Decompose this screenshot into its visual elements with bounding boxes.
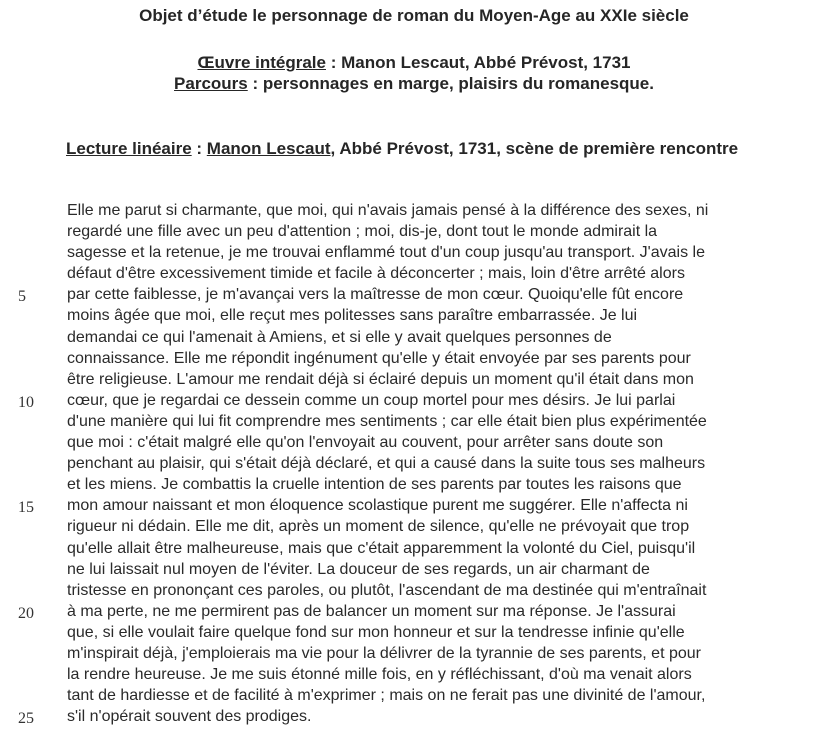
text-line: défaut d'être excessivement timide et facile à déconcerter ; mais, loin d'être arrêté alors — [67, 265, 685, 283]
oeuvre-label: Œuvre intégrale — [197, 53, 326, 72]
text-line: cœur, que je regardai ce dessein comme un coup mortel pour mes désirs. Je lui parlai — [67, 391, 676, 409]
lecture-details: , Abbé Prévost, 1731, scène de première rencontre — [330, 139, 739, 158]
text-line: mon amour naissant et mon éloquence scolastique purent me suggérer. Elle n'affecta ni — [67, 497, 688, 515]
lecture-label: Lecture linéaire — [66, 139, 192, 158]
text-line: tristesse en prononçant ces paroles, ou plutôt, l'ascendant de ma destinée qui m'entraînait — [67, 581, 707, 599]
text-line: que moi : c'était malgré elle qu'on l'envoyait au couvent, pour arrêter sans doute son — [67, 434, 664, 452]
oeuvre-line — [0, 52, 828, 73]
text-line: regardé une fille avec un peu d'attention ; moi, dis-je, dont tout le monde admirait la — [67, 223, 658, 241]
text-line: que, si elle voulait faire quelque fond sur mon honneur et sur la tendresse infinie qu'elle — [67, 623, 685, 641]
text-line: Elle me parut si charmante, que moi, qui n'avais jamais pensé à la différence des sexes, ni — [67, 202, 709, 219]
text-line: m'inspirait déjà, j'emploierais ma vie pour la délivrer de la tyrannie de ses parents, et pour — [67, 644, 701, 662]
parcours-separator: : — [247, 74, 263, 93]
line-number: 20 — [18, 605, 34, 622]
line-number: 10 — [18, 394, 34, 411]
oeuvre-value: Manon Lescaut, Abbé Prévost, 1731 — [341, 53, 631, 72]
line-number: 25 — [18, 710, 34, 727]
text-line: ne lui laissait nul moyen de l'éviter. La douceur de ses regards, un air charmant de — [67, 560, 650, 578]
lecture-heading — [66, 139, 738, 159]
line-number: 15 — [18, 499, 34, 516]
oeuvre-separator: : — [325, 53, 342, 72]
text-line: tant de hardiesse et de facilité à m'exprimer ; mais on ne ferait pas une divinité de l'amour, — [67, 687, 706, 705]
excerpt-text — [67, 200, 817, 727]
text-line: connaissance. Elle me répondit ingénument qu'elle y était envoyée par ses parents pour — [67, 349, 691, 367]
work-info — [0, 52, 828, 94]
text-line: moins âgée que moi, elle reçut mes politesses sans paraître embarrassée. Je lui — [67, 307, 638, 325]
page-title: Objet d’étude le personnage de roman du Moyen-Age au XXIe siècle — [139, 6, 689, 25]
line-number: 5 — [18, 288, 26, 305]
text-line: s'il n'opérait souvent des prodiges. — [67, 708, 312, 726]
text-line: demandai ce qui l'amenait à Amiens, et si elle y avait quelques personnes de — [67, 328, 612, 346]
text-line: d'une manière qui lui fit comprendre mes sentiments ; car elle était bien plus expérimentée — [67, 412, 707, 430]
text-line: et les miens. Je combattis la cruelle intention de ses parents par toutes les raisons que — [67, 476, 682, 494]
text-line: à ma perte, ne me permirent pas de balancer un moment sur ma réponse. Je l'assurai — [67, 602, 676, 620]
parcours-line — [0, 73, 828, 94]
text-line: sagesse et la retenue, je me trouvai enflammé tout d'un coup jusqu'au transport. J'avais le — [67, 244, 705, 262]
text-line: la rendre heureuse. Je me suis étonné mille fois, en y réfléchissant, d'où ma venait alors — [67, 666, 692, 684]
lecture-separator: : — [191, 139, 207, 158]
text-line: être religieuse. L'amour me rendait déjà si éclairé depuis un moment qu'il était dans mon — [67, 370, 694, 388]
text-line: rigueur ni dédain. Elle me dit, après un moment de silence, qu'elle ne prévoyait que trop — [67, 518, 690, 536]
text-line: par cette faiblesse, je m'avançai vers la maîtresse de mon cœur. Quoiqu'elle fût encore — [67, 286, 684, 304]
text-line: qu'elle allait être malheureuse, mais que c'était apparemment la volonté du Ciel, puisqu'il — [67, 539, 696, 557]
parcours-value: personnages en marge, plaisirs du romanesque. — [262, 74, 654, 93]
parcours-label: Parcours — [174, 74, 248, 93]
lecture-work-title: Manon Lescaut — [206, 139, 331, 158]
text-line: penchant au plaisir, qui s'était déjà déclaré, et qui a causé dans la suite tous ses malheurs — [67, 455, 706, 473]
